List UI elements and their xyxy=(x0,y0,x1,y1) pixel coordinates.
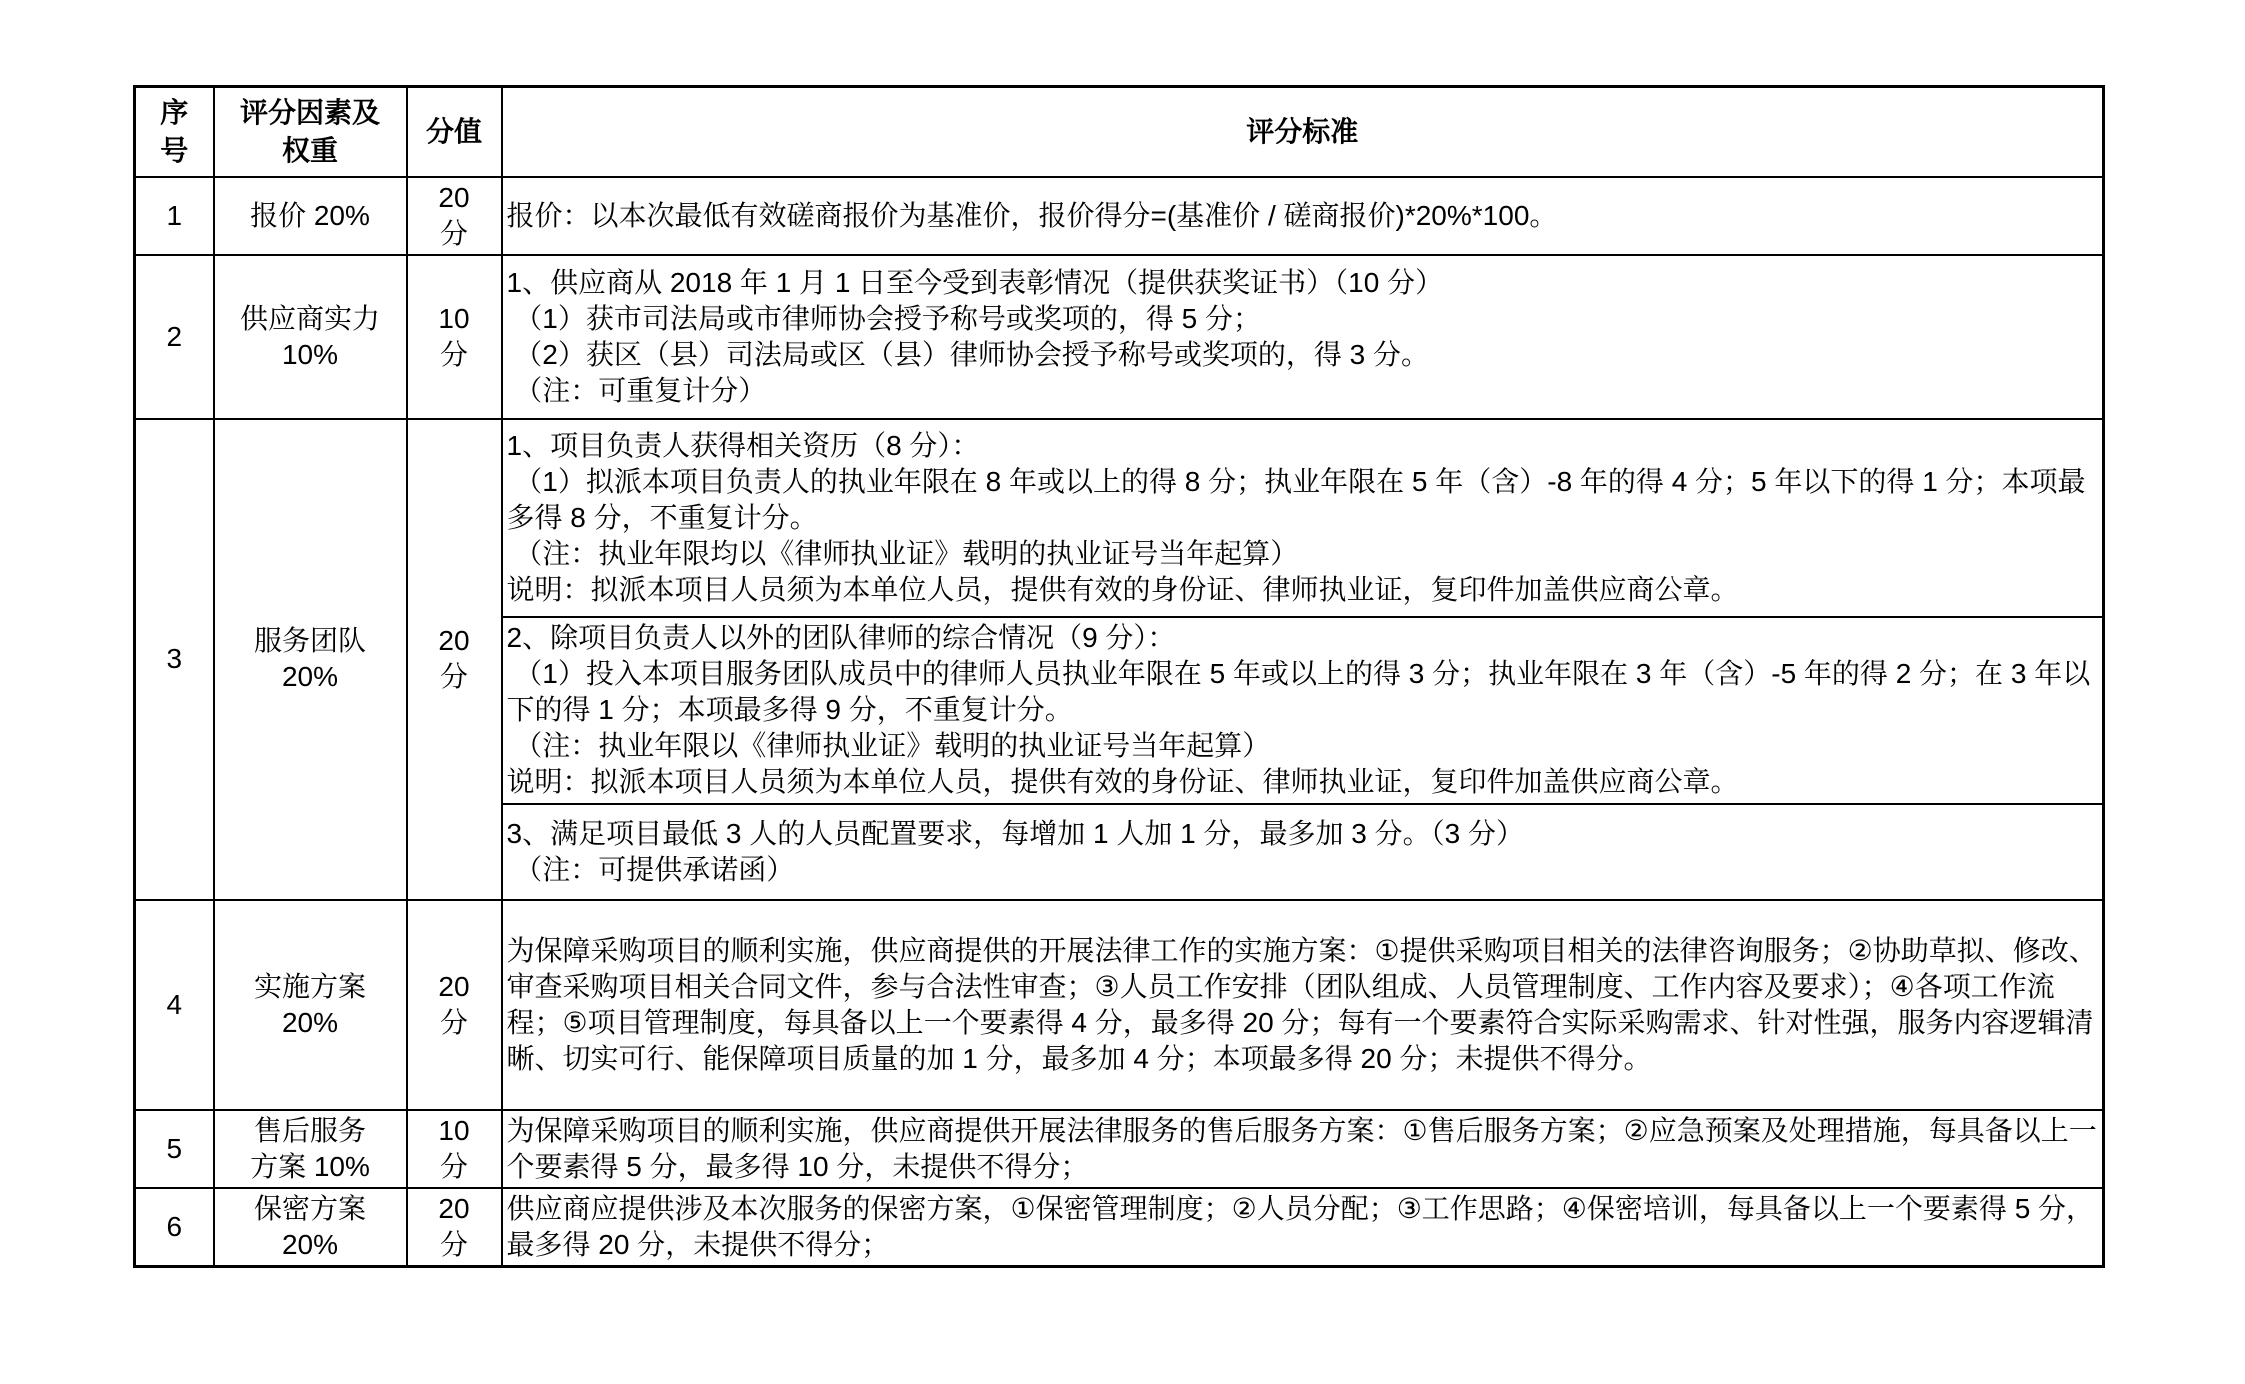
score-unit: 分 xyxy=(439,217,468,249)
criteria-paragraph: 1、项目负责人获得相关资历（8 分）： xyxy=(506,429,980,461)
score-value: 10 xyxy=(438,302,470,334)
factor-text-line: 20% xyxy=(281,1228,339,1260)
score-value: 20 xyxy=(438,625,470,656)
row-number-cell: 2 xyxy=(135,255,214,419)
score-cell xyxy=(407,1188,502,1267)
header-text-line: 号 xyxy=(160,134,189,166)
criteria-paragraph: 说明：拟派本项目人员须为本单位人员，提供有效的身份证、律师执业证，复印件加盖供应商公章。 xyxy=(506,573,1739,605)
header-text-line: 分值 xyxy=(425,115,482,147)
score-cell xyxy=(407,900,502,1110)
factor-cell xyxy=(214,177,407,255)
row-number-cell: 5 xyxy=(135,1110,214,1188)
criteria-paragraph: 3、满足项目最低 3 人的人员配置要求，每增加 1 人加 1 分，最多加 3 分。（3 分） xyxy=(506,817,1524,849)
criteria-subcell xyxy=(502,617,2104,804)
criteria-cell xyxy=(502,1188,2104,1267)
score-unit: 分 xyxy=(439,1006,468,1038)
factor-text-line: 报价 20% xyxy=(250,199,370,231)
factor-cell xyxy=(214,1110,407,1188)
factor-text-line: 方案 10% xyxy=(250,1150,370,1182)
score-unit: 分 xyxy=(439,1150,468,1182)
score-value: 20 xyxy=(438,970,470,1002)
criteria-paragraph: 为保障采购项目的顺利实施，供应商提供的开展法律工作的实施方案：①提供采购项目相关的法律咨询服务；②协助草拟、修改、审查采购项目相关合同文件，参与合法性审查；③人员工作安排（团队组成、人员管理制度、工作内容及要求）；④各项工作流程；⑤项目管理制度，每具备以上一个要素得 4 分，最多得 20 分；每有一个要素符合实际采购需求、针对性强，服务内容逻辑清晰、切实可行、能保障项目质量的加 1 分，最多加 4 分；本项最多得 20 分；未提供不得分。 xyxy=(506,934,2097,1074)
factor-text-line: 服务团队 xyxy=(253,625,366,656)
header-text-line: 序 xyxy=(160,96,189,128)
score-value: 10 xyxy=(438,1114,470,1146)
criteria-paragraph: 说明：拟派本项目人员须为本单位人员，提供有效的身份证、律师执业证，复印件加盖供应商公章。 xyxy=(506,766,1739,797)
score-cell xyxy=(407,419,502,900)
criteria-paragraph: 1、供应商从 2018 年 1 月 1 日至今受到表彰情况（提供获奖证书）（10 分） xyxy=(506,266,1444,298)
factor-cell xyxy=(214,1188,407,1267)
table-row xyxy=(135,900,2104,1110)
criteria-paragraph: （1）投入本项目服务团队成员中的律师人员执业年限在 5 年或以上的得 3 分；执业年限在 3 年（含）-5 年的得 2 分；在 3 年以下的得 1 分；本项最多得 9 分，不重复计分。 xyxy=(506,658,2091,725)
factor-cell xyxy=(214,900,407,1110)
row-number-cell: 4 xyxy=(135,900,214,1110)
score-value: 20 xyxy=(438,181,470,213)
criteria-cell xyxy=(502,255,2104,419)
row-number-cell: 3 xyxy=(135,419,214,900)
factor-text-line: 实施方案 xyxy=(253,970,366,1002)
criteria-paragraph: （注：可提供承诺函） xyxy=(506,853,795,885)
factor-cell xyxy=(214,419,407,900)
criteria-paragraph: （2）获区（县）司法局或区（县）律师协会授予称号或奖项的，得 3 分。 xyxy=(506,338,1429,370)
criteria-cell xyxy=(502,177,2104,255)
criteria-paragraph: 报价：以本次最低有效磋商报价为基准价，报价得分=(基准价 / 磋商报价)*20%*100。 xyxy=(506,199,1558,231)
table-row xyxy=(135,419,2104,617)
score-unit: 分 xyxy=(439,338,468,370)
header-text-line: 评分标准 xyxy=(1246,115,1359,147)
factor-text-line: 售后服务 xyxy=(253,1114,366,1146)
score-unit: 分 xyxy=(439,661,468,692)
criteria-subcell xyxy=(502,804,2104,900)
criteria-cell xyxy=(502,1110,2104,1188)
factor-text-line: 供应商实力 xyxy=(239,302,380,334)
score-cell xyxy=(407,177,502,255)
header-text-line: 权重 xyxy=(281,134,338,166)
header-cell-no xyxy=(135,87,214,177)
criteria-paragraph: 供应商应提供涉及本次服务的保密方案，①保密管理制度；②人员分配；③工作思路；④保密培训，每具备以上一个要素得 5 分，最多得 20 分，未提供不得分； xyxy=(506,1192,2095,1260)
criteria-paragraph: 2、除项目负责人以外的团队律师的综合情况（9 分）： xyxy=(506,622,1176,653)
score-cell xyxy=(407,1110,502,1188)
criteria-paragraph: （1）获市司法局或市律师协会授予称号或奖项的，得 5 分； xyxy=(506,302,1261,334)
criteria-paragraph: （注：执业年限以《律师执业证》载明的执业证号当年起算） xyxy=(506,730,1271,761)
header-cell-score xyxy=(407,87,502,177)
factor-text-line: 20% xyxy=(281,661,339,692)
table-row xyxy=(135,255,2104,419)
score-unit: 分 xyxy=(439,1228,468,1260)
table-row xyxy=(135,177,2104,255)
factor-text-line: 20% xyxy=(281,1006,339,1038)
header-cell-factor xyxy=(214,87,407,177)
factor-text-line: 保密方案 xyxy=(253,1192,366,1224)
header-cell-criteria xyxy=(502,87,2104,177)
criteria-subcell xyxy=(502,419,2104,617)
table-row xyxy=(135,1188,2104,1267)
criteria-paragraph: 为保障采购项目的顺利实施，供应商提供开展法律服务的售后服务方案：①售后服务方案；②应急预案及处理措施，每具备以上一个要素得 5 分，最多得 10 分，未提供不得分； xyxy=(506,1114,2097,1182)
criteria-paragraph: （注：执业年限均以《律师执业证》载明的执业证号当年起算） xyxy=(506,537,1299,569)
score-cell xyxy=(407,255,502,419)
scoring-criteria-table xyxy=(133,85,2105,1268)
factor-text-line: 10% xyxy=(281,338,339,370)
factor-cell xyxy=(214,255,407,419)
row-number-cell: 1 xyxy=(135,177,214,255)
row-number-cell: 6 xyxy=(135,1188,214,1267)
criteria-paragraph: （注：可重复计分） xyxy=(506,374,767,406)
header-text-line: 评分因素及 xyxy=(239,96,380,128)
table-row xyxy=(135,1110,2104,1188)
criteria-cell xyxy=(502,900,2104,1110)
score-value: 20 xyxy=(438,1192,470,1224)
table-header-row xyxy=(135,87,2104,177)
criteria-paragraph: （1）拟派本项目负责人的执业年限在 8 年或以上的得 8 分；执业年限在 5 年（含）-8 年的得 4 分；5 年以下的得 1 分；本项最多得 8 分，不重复计分。 xyxy=(506,465,2086,533)
